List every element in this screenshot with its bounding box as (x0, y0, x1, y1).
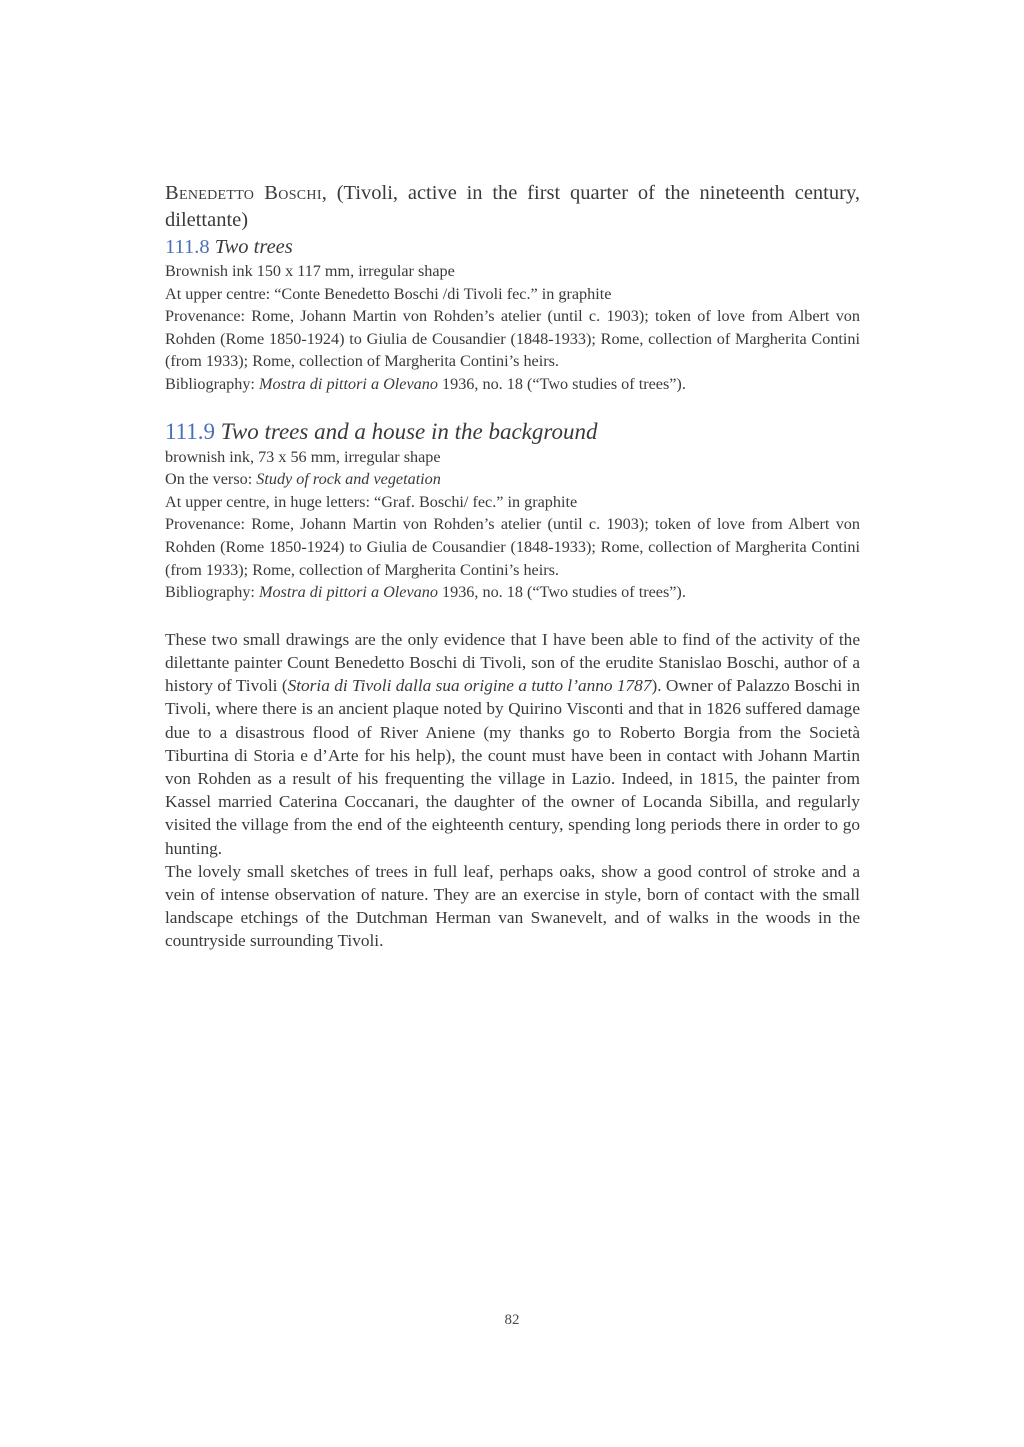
entry-title-text: Two trees and a house in the background (220, 418, 598, 444)
essay-text (165, 628, 860, 953)
entry-medium: brownish ink, 73 x 56 mm, irregular shape (165, 447, 441, 466)
entry-provenance: Provenance: Rome, Johann Martin von Rohden’s atelier (until c. 1903); token of love from Albert von Rohden (Rome 1850-1924) to Giulia de Cousandier (1848-1933); Rome, collection of Margherita Contini (from 1933); Rome, collection of Margherita Contini’s heirs. (165, 515, 860, 579)
essay-p1-start: These two small drawings are the only evidence that I have been able to find of the activity of the dilettante painter Count Benedetto Boschi di Tivoli, son of the erudite Stanislao Boschi, author of a history of Tivoli ( (165, 629, 860, 696)
entry-bibliography (165, 581, 860, 604)
entry-number: 111.8 (165, 236, 210, 258)
bibliography-label: Bibliography: (165, 583, 259, 602)
entry-title (165, 418, 860, 446)
entry-bibliography (165, 373, 860, 396)
entry-number: 111.9 (165, 418, 216, 444)
artist-details: , (Tivoli, active in the first quarter of the nineteenth century, dilettante) (165, 182, 860, 231)
entry-verso (165, 468, 860, 491)
catalogue-entry-1 (165, 234, 860, 396)
essay-paragraph-2: The lovely small sketches of trees in full leaf, perhaps oaks, show a good control of stroke and a vein of intense observation of nature. They are an exercise in style, born of contact with the small landscape etchings of the Dutchman Herman van Swanevelt, and of walks in the woods in the countryside surrounding Tivoli. (165, 861, 860, 951)
bibliography-title: Mostra di pittori a Olevano (258, 583, 438, 602)
entry-provenance: Provenance: Rome, Johann Martin von Rohden’s atelier (until c. 1903); token of love from Albert von Rohden (Rome 1850-1924) to Giulia de Cousandier (1848-1933); Rome, collection of Margherita Contini (from 1933); Rome, collection of Margherita Contini’s heirs. (165, 307, 860, 371)
essay-p1-end: ). Owner of Palazzo Boschi in Tivoli, where there is an ancient plaque noted by Quirino Visconti and that in 1826 suffered damage due to a disastrous flood of River Aniene (my thanks go to Roberto Borgia from the Società Tiburtina di Storia e d’Arte for his help), the count must have been in contact with Johann Martin von Rohden as a result of his frequenting the village in Lazio. Indeed, in 1815, the painter from Kassel married Caterina Coccanari, the daughter of the owner of Locanda Sibilla, and regularly visited the village from the end of the eighteenth century, spending long periods there in order to go hunting. (165, 676, 861, 858)
artist-name: Benedetto Boschi (165, 182, 322, 204)
bibliography-label: Bibliography: (165, 374, 259, 393)
bibliography-rest: 1936, no. 18 (“Two studies of trees”). (437, 374, 686, 393)
page-content (165, 180, 860, 953)
bibliography-rest: 1936, no. 18 (“Two studies of trees”). (437, 583, 686, 602)
verso-label: On the verso: (165, 470, 257, 489)
entry-inscription: At upper centre: “Conte Benedetto Boschi /di Tivoli fec.” in graphite (165, 284, 612, 303)
entry-inscription: At upper centre, in huge letters: “Graf. Boschi/ fec.” in graphite (165, 492, 578, 511)
page-number: 82 (504, 1312, 520, 1328)
essay-p1-book-title: Storia di Tivoli dalla sua origine a tutto l’anno 1787 (287, 676, 652, 696)
catalogue-entry-2 (165, 418, 860, 604)
verso-title: Study of rock and vegetation (256, 470, 441, 489)
essay-paragraph-1 (165, 628, 860, 860)
entry-medium: Brownish ink 150 x 117 mm, irregular shape (165, 262, 455, 280)
entry-title-text: Two trees (214, 236, 293, 258)
artist-heading (165, 180, 860, 234)
bibliography-title: Mostra di pittori a Olevano (258, 374, 438, 393)
entry-title (165, 234, 860, 260)
